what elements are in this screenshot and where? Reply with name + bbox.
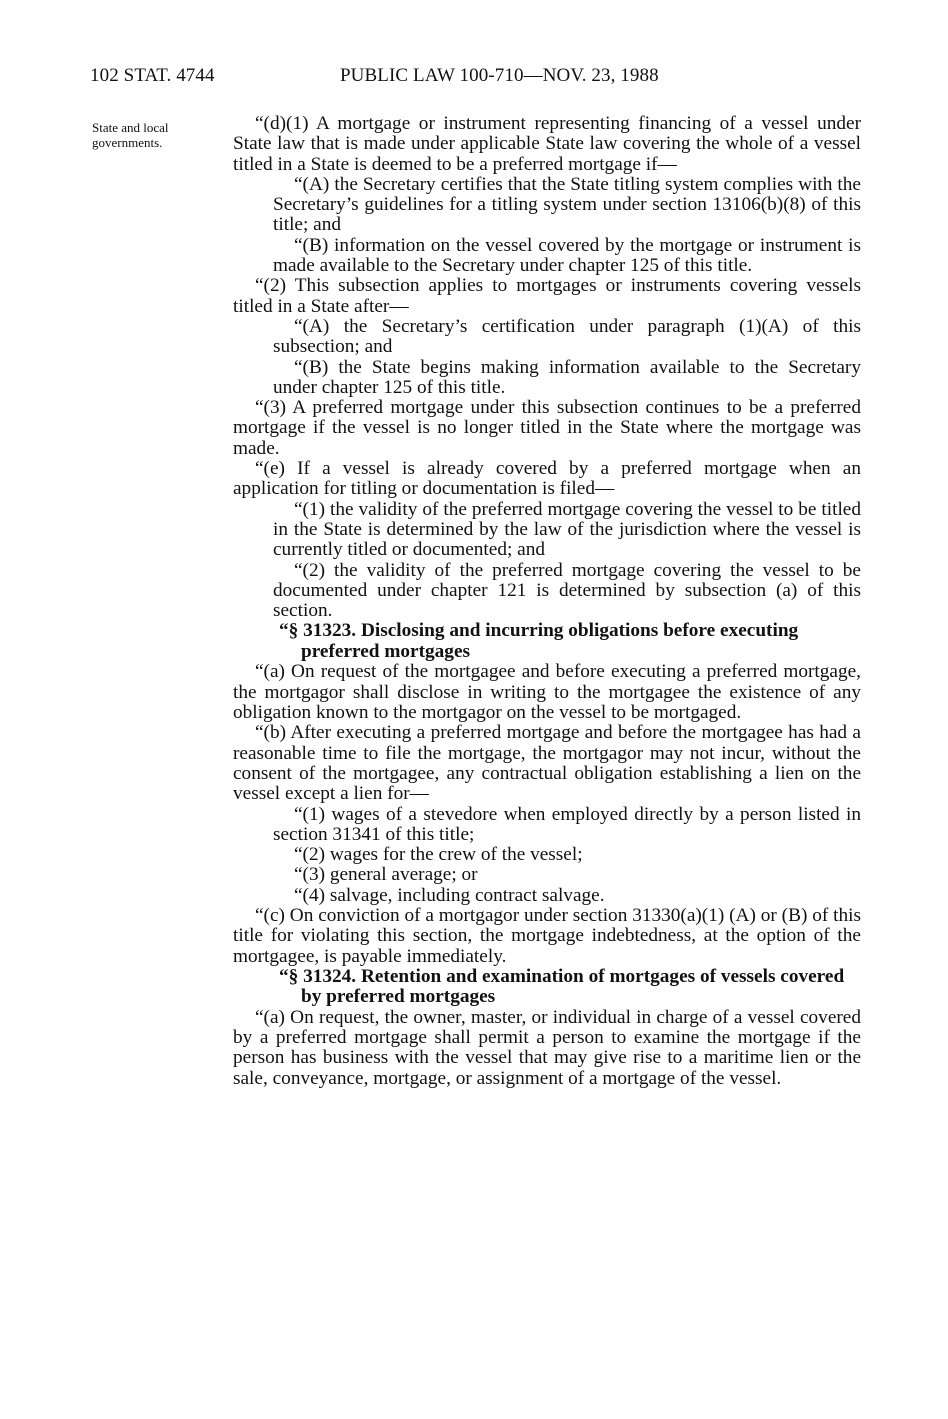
paragraph: “(4) salvage, including contract salvage. — [294, 884, 605, 906]
page-header — [90, 64, 880, 88]
section-heading-31323: “§ 31323. Disclosing and incurring obligations before executing preferred mortgages — [279, 620, 799, 662]
paragraph: “(B) the State begins making information available to the Secretary under chapter 125 of this title. — [273, 356, 861, 398]
paragraph: “(b) After executing a preferred mortgage and before the mortgagee has had a reasonable time to file the mortgage, the mortgagor may not incur, without the consent of the mortgagee, any contractual obligation establishing a lien on the vessel except a lien for— — [233, 722, 861, 805]
section-31323-body — [233, 662, 861, 966]
paragraph: “(1) the validity of the preferred mortgage covering the vessel to be titled in the State is determined by the law of the jurisdiction where the vessel is currently titled or documented; and — [273, 498, 861, 561]
paragraph: “(B) information on the vessel covered by the mortgage or instrument is made available to the Secretary under chapter 125 of this title. — [273, 234, 861, 277]
paragraph: “(3) general average; or — [294, 864, 478, 886]
section-heading-31324: “§ 31324. Retention and examination of mortgages of vessels covered by preferred mortgages — [279, 965, 845, 1008]
document-body — [233, 114, 861, 1089]
paragraph: “(2) wages for the crew of the vessel; — [294, 844, 583, 866]
paragraph: “(e) If a vessel is already covered by a preferred mortgage when an application for titling or documentation is filed— — [233, 458, 861, 500]
section-31324-body — [233, 1008, 861, 1089]
margin-note: State and local governments. — [92, 120, 169, 150]
paragraph: “(3) A preferred mortgage under this subsection continues to be a preferred mortgage if the vessel is no longer titled in the State where the mortgage was made. — [233, 397, 861, 459]
running-title: PUBLIC LAW 100-710—NOV. 23, 1988 — [340, 65, 659, 86]
paragraph: “(A) the Secretary certifies that the State titling system complies with the Secretary’s guidelines for a titling system under section 13106(b)(8) of this title; and — [273, 173, 861, 236]
paragraph: “(A) the Secretary’s certification under paragraph (1)(A) of this subsection; and — [273, 315, 861, 358]
paragraph: “(2) This subsection applies to mortgages or instruments covering vessels titled in a State after— — [233, 275, 861, 317]
paragraph: “(c) On conviction of a mortgagor under section 31330(a)(1) (A) or (B) of this title for violating this section, the mortgage indebtedness, at the option of the mortgagee, is payable immediately. — [233, 904, 861, 967]
paragraph: “(2) the validity of the preferred mortgage covering the vessel to be documented under chapter 121 is determined by subsection (a) of this section. — [273, 559, 861, 622]
subsection-d-e — [233, 114, 861, 621]
paragraph: “(1) wages of a stevedore when employed directly by a person listed in section 31341 of this title; — [273, 803, 861, 845]
paragraph: “(a) On request of the mortgagee and before executing a preferred mortgage, the mortgagor shall disclose in writing to the mortgagee the existence of any obligation known to the mortgagor on the vessel to be mortgaged. — [233, 661, 861, 724]
paragraph: “(a) On request, the owner, master, or individual in charge of a vessel covered by a preferred mortgage shall permit a person to examine the mortgage if the person has business with the vessel that may give rise to a maritime lien or the sale, conveyance, mortgage, or assignment of a mortgage of the vessel. — [233, 1006, 861, 1089]
paragraph: “(d)(1) A mortgage or instrument representing financing of a vessel under State law that is made under applicable State law covering the whole of a vessel titled in a State is deemed to be a preferred mortgage if— — [233, 113, 861, 175]
stat-page-number: 102 STAT. 4744 — [90, 65, 215, 86]
